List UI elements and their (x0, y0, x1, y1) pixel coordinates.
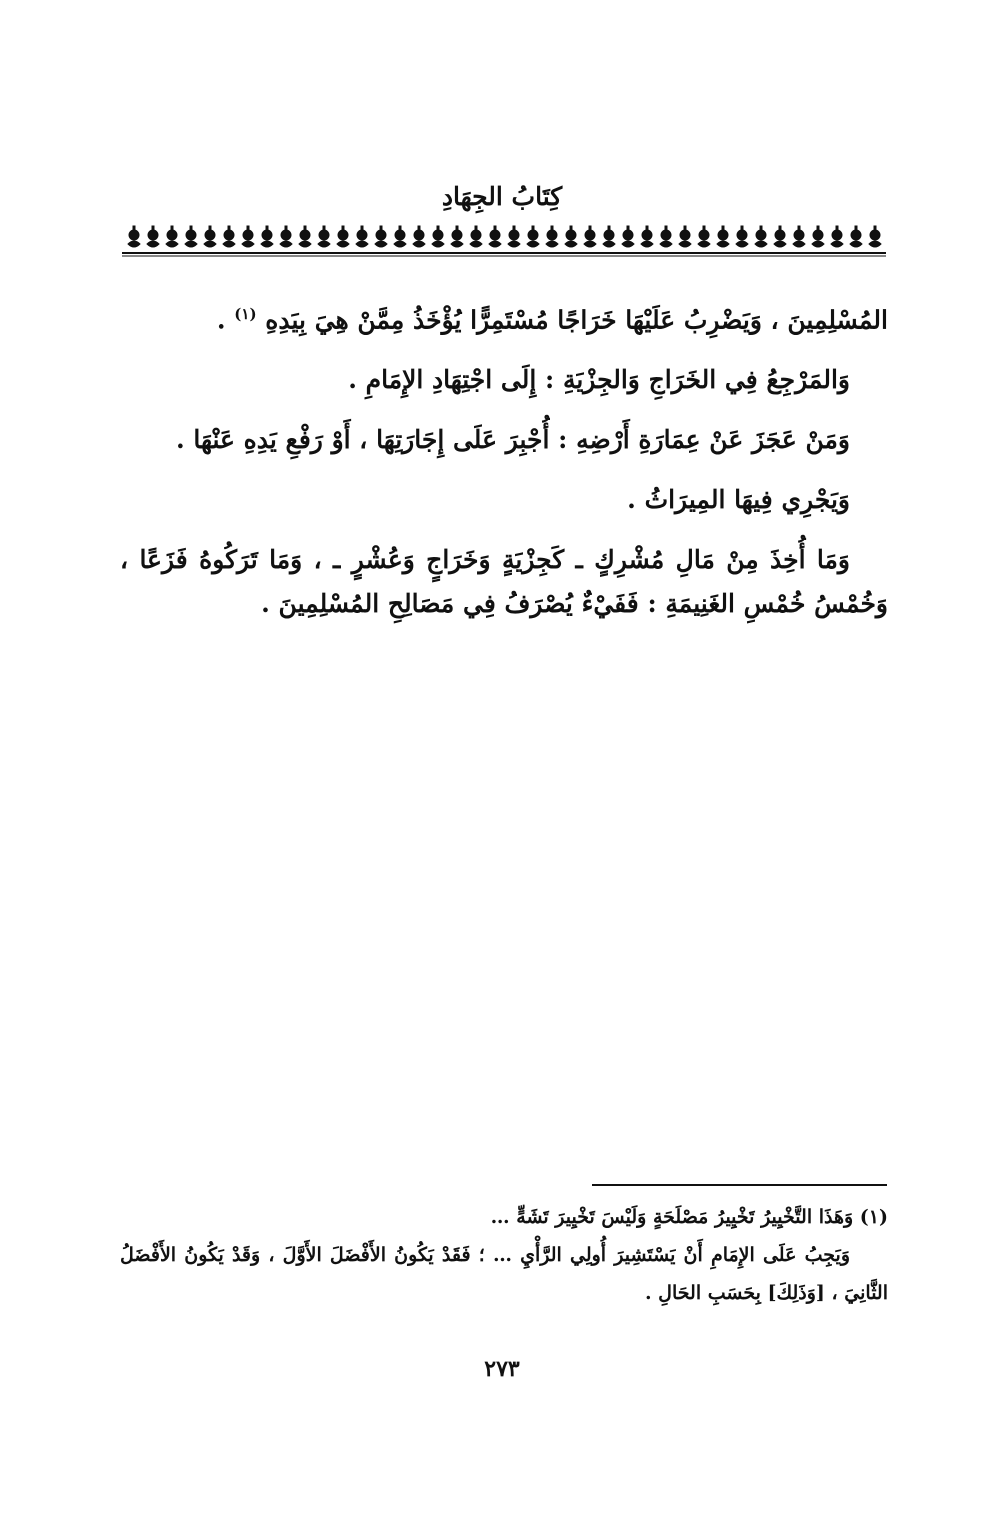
running-head-title: كِتَابُ الجِهَادِ (441, 182, 563, 211)
main-text (120, 292, 888, 626)
footnotes (120, 1198, 888, 1312)
paragraph-2: وَالمَرْجِعُ فِي الخَرَاجِ وَالجِزْيَةِ : إِلَى اجْتِهَادِ الإِمَامِ . (348, 365, 850, 395)
ornamental-border-icon (120, 224, 888, 258)
paragraph-3: وَمَنْ عَجَزَ عَنْ عِمَارَةِ أَرْضِهِ : أُجْبِرَ عَلَى إِجَارَتِهَا ، أَوْ رَفْعِ يَدِهِ عَنْهَا . (175, 425, 850, 455)
paragraph-1-end: . (216, 305, 235, 335)
footnote-1-line-2: وَيَجِبُ عَلَى الإِمَامِ أَنْ يَسْتَشِيرَ أُولِي الرَّأْيِ … ؛ فَقَدْ يَكُونُ الأَفْضَلَ الأَوَّلَ ، وَقَدْ يَكُونُ الأَفْضَلُ الثَّانِيَ ، [وَذَلِكَ] بِحَسَبِ الحَالِ . (120, 1244, 888, 1304)
footnote-reference[interactable]: (١) (234, 305, 257, 323)
paragraph-5: وَمَا أُخِذَ مِنْ مَالِ مُشْرِكٍ ـ كَجِزْيَةٍ وَخَرَاجٍ وَعُشْرٍ ـ ، وَمَا تَرَكُوهُ فَزَعًا ، وَخُمْسُ خُمْسِ الغَنِيمَةِ : فَفَيْءٌ يُصْرَفُ فِي مَصَالِحِ المُسْلِمِينَ . (120, 545, 888, 619)
paragraph-4: وَيَجْرِي فِيهَا المِيرَاثُ . (627, 485, 850, 515)
footnote-1-number: (١) (859, 1206, 888, 1228)
footnote-1-first-line (120, 1198, 888, 1236)
footnote-1-line-1: وَهَذَا التَّخْيِيرُ تَخْيِيرُ مَصْلَحَةٍ وَلَيْسَ تَخْيِيرَ تَشَهٍّ … (490, 1206, 854, 1228)
footnote-divider (592, 1184, 887, 1186)
page-number: ٢٧٣ (484, 1356, 520, 1382)
paragraph-1-text: المُسْلِمِينَ ، وَيَضْرِبُ عَلَيْهَا خَرَاجًا مُسْتَمِرًّا يُؤْخَذُ مِمَّنْ هِيَ بِيَدِهِ (265, 305, 888, 335)
paragraph-1 (120, 292, 888, 342)
